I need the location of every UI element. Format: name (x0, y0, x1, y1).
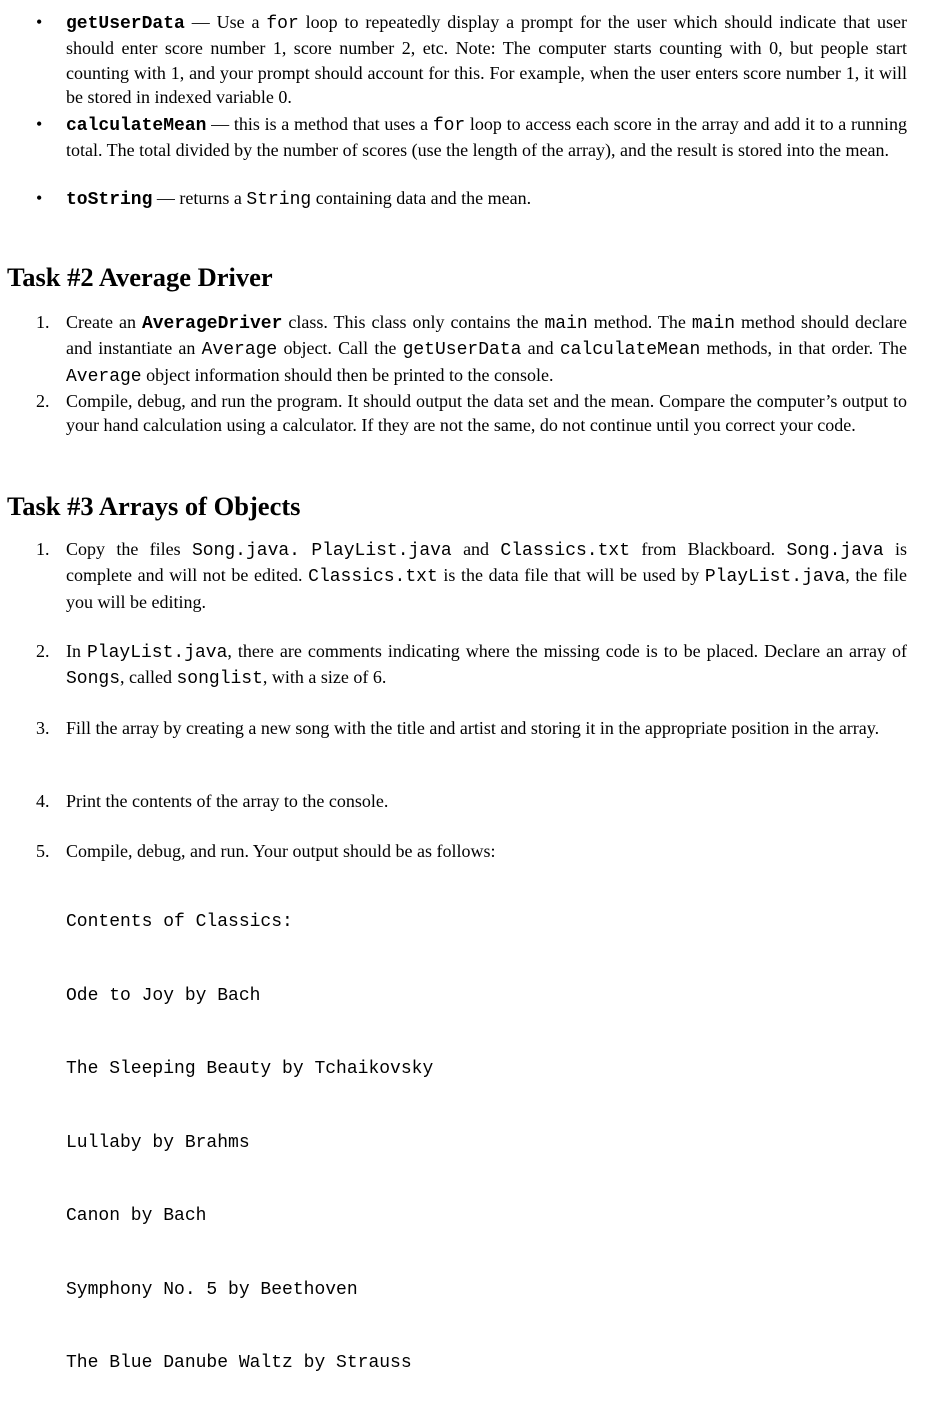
step-number: 2. (36, 641, 50, 661)
file-name: Song.java (786, 541, 884, 561)
bullet-getuserdata (36, 10, 908, 109)
text: Print the contents of the array to the console. (66, 791, 389, 811)
task2-step-1 (36, 310, 907, 389)
task3-step-3 (36, 716, 907, 740)
bullet-marker: • (36, 114, 43, 134)
text: is the data file that will be used by (437, 565, 705, 586)
text: Fill the array by creating a new song with the title and artist and storing it in the appropriate position in the array. (66, 718, 880, 738)
text: method. The (587, 312, 692, 332)
text: object information should then be printed to the console. (141, 364, 554, 385)
dash: — (184, 12, 217, 32)
bullet-tostring (36, 186, 907, 212)
text: Use a (216, 12, 267, 32)
text: , there are comments indicating where the missing code is to be placed. Declare an array of (227, 641, 907, 661)
code-term: Songs (66, 669, 121, 690)
file-name: Classics.txt (308, 567, 438, 588)
text: , the file you will be editing. (66, 565, 908, 612)
output-line: The Sleeping Beauty by Tchaikovsky (66, 1059, 434, 1079)
method-name: getUserData (66, 14, 185, 34)
code-term: main (544, 314, 588, 334)
text: , called (120, 667, 177, 688)
bullet-marker: • (36, 12, 43, 32)
file-name: Song.java. (191, 541, 300, 561)
output-line: Canon by Bach (66, 1206, 207, 1226)
step-number: 5. (36, 841, 50, 861)
code-term: calculateMean (559, 340, 701, 361)
text: Create an (66, 312, 142, 332)
text: method should declare and instantiate an (66, 312, 907, 359)
text: Compile, debug, and run the program. It should output the data set and the mean. Compare the computer’s output to your hand calculation using a calculator. If they are not the same, do not continue until you correct your code. (66, 391, 907, 436)
step-number: 1. (36, 312, 50, 332)
text: Compile, debug, and run. Your output should be as follows: (66, 841, 496, 861)
output-line: The Blue Danube Waltz by Strauss (66, 1353, 412, 1373)
text: and (451, 539, 501, 559)
text: and (521, 338, 560, 359)
text: loop to repeatedly display a prompt for the user which should indicate that user should enter score number 1, score number 2, etc. Note: The computer starts counting with 0, but people start counting with 1, and your prompt should account for this. For example, when the user enters score number 1, it will be stored in indexed variable 0. (66, 12, 908, 107)
task3-step-2 (36, 639, 907, 692)
bullet-marker: • (36, 188, 43, 208)
output-line: Lullaby by Brahms (66, 1132, 250, 1153)
text: In (66, 641, 87, 661)
text: is complete and will not be edited. (66, 539, 907, 586)
text: object. Call the (277, 338, 403, 359)
task3-step-5 (36, 839, 907, 863)
code-term: Average (201, 340, 278, 361)
method-name: calculateMean (66, 116, 207, 136)
method-name: toString (66, 190, 153, 210)
text: , with a size of 6. (262, 667, 387, 688)
file-name: PlayList.java (86, 643, 228, 663)
text: this is a method that uses a (233, 114, 433, 134)
code-keyword: for (432, 116, 466, 136)
file-name: Classics.txt (500, 541, 631, 561)
bullet-calculatemean (36, 112, 907, 163)
text (300, 539, 311, 559)
dash: — (206, 114, 234, 134)
code-term: getUserData (402, 340, 522, 361)
code-term: songlist (176, 669, 263, 690)
task2-step-2 (36, 389, 907, 438)
step-number: 1. (36, 539, 50, 559)
code-keyword: for (266, 14, 299, 34)
file-name: PlayList.java (311, 541, 452, 561)
task3-heading: Task #3 Arrays of Objects (7, 491, 301, 521)
code-term: main (691, 314, 736, 334)
text: returns a (179, 188, 247, 208)
console-output (66, 861, 433, 1425)
text: Copy the files (66, 539, 192, 559)
file-name: PlayList.java (704, 567, 846, 588)
text: methods, in that order. The (700, 338, 907, 359)
text: loop to access each score in the array and add it to a running total. The total divided by the number of scores (use the length of the array), and the result is stored into the mean. (66, 114, 907, 161)
output-line: Symphony No. 5 by Beethoven (66, 1279, 358, 1300)
text: class. This class only contains the (282, 312, 545, 332)
output-line: Contents of Classics: (66, 912, 293, 932)
task2-heading: Task #2 Average Driver (7, 262, 273, 292)
task3-step-1 (36, 537, 908, 614)
code-term: Average (66, 366, 142, 387)
text: from Blackboard. (630, 539, 787, 559)
step-number: 2. (36, 391, 50, 411)
task3-step-4 (36, 789, 907, 813)
code-keyword: String (246, 190, 312, 210)
text: containing data and the mean. (311, 188, 532, 208)
dash: — (152, 188, 180, 208)
output-line: Ode to Joy by Bach (66, 985, 261, 1006)
class-name: AverageDriver (141, 314, 283, 334)
step-number: 3. (36, 718, 50, 738)
step-number: 4. (36, 791, 50, 811)
